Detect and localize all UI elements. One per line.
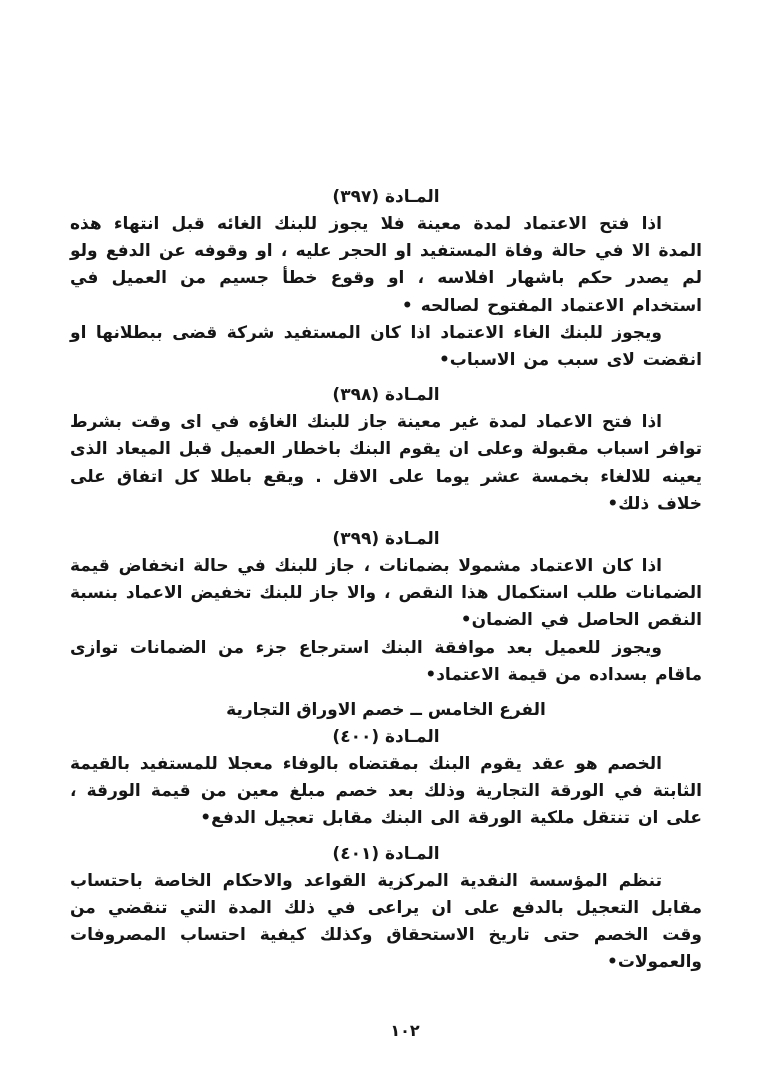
article-397-heading: المـادة (٣٩٧)	[332, 187, 440, 207]
article-397-paragraph-2: ويجوز للبنك الغاء الاعتماد اذا كان المستفيد شركة قضى ببطلانها او انقضت لاى سبب من الاسباب•	[70, 322, 702, 371]
article-401-heading: المـادة (٤٠١)	[332, 843, 440, 864]
section-five-title: الفرع الخامس ــ خصم الاوراق التجارية	[226, 700, 546, 721]
article-400-heading: المـادة (٤٠٠)	[332, 727, 440, 748]
article-399-paragraph-1: اذا كان الاعتماد مشمولا بضمانات ، جاز للبنك في حالة انخفاض قيمة الضمانات طلب استكمال هذا النقص ، والا جاز للبنك تخفيض الاعماد بنسبة النقص الحاصل في الضمان•	[70, 556, 702, 631]
article-398-heading: المـادة (٣٩٨)	[332, 385, 440, 406]
article-399-heading: المـادة (٣٩٩)	[332, 529, 440, 550]
article-399-paragraph-2: ويجوز للعميل بعد موافقة البنك استرجاع جزء من الضمانات توازى ماقام بسداده من قيمة الاعتماد•	[70, 637, 702, 685]
document-content	[70, 184, 702, 976]
page-number: ١٠٢	[390, 1021, 420, 1040]
article-401-paragraph-1: تنظم المؤسسة النقدية المركزية القواعد والاحكام الخاصة باحتساب مقابل التعجيل بالدفع على ان يراعى في ذلك المدة التي تنقضي من وقت الخصم حتى تاريخ الاستحقاق وكذلك كيفية احتساب المصروفات والعمولات•	[70, 870, 702, 973]
article-398-paragraph-1: اذا فتح الاعماد لمدة غير معينة جاز للبنك الغاؤه في اى وقت بشرط توافر اسباب مقبولة وعلى ان يقوم البنك باخطار العميل قبل الميعاد الذى يعينه للالغاء بخمسة عشر يوما على الاقل . ويقع باطلا كل اتفاق على خلاف ذلك•	[70, 412, 702, 514]
article-397-paragraph-1: اذا فتح الاعتماد لمدة معينة فلا يجوز للبنك الغائه قبل انتهاء هذه المدة الا في حالة وفاة المستفيد او الحجر عليه ، او وقوفه عن الدفع ولو لم يصدر حكم باشهار افلاسه ، او وقوع خطأ جسيم من العميل في استخدام الاعتماد المفتوح لصالحه •	[70, 214, 702, 316]
article-400-paragraph-1: الخصم هو عقد يقوم البنك بمقتضاه بالوفاء معجلا للمستفيد بالقيمة الثابتة في الورقة التجارية وذلك بعد خصم مبلغ معين من قيمة الورقة ، على ان تنتقل ملكية الورقة الى البنك مقابل تعجيل الدفع•	[70, 754, 702, 829]
